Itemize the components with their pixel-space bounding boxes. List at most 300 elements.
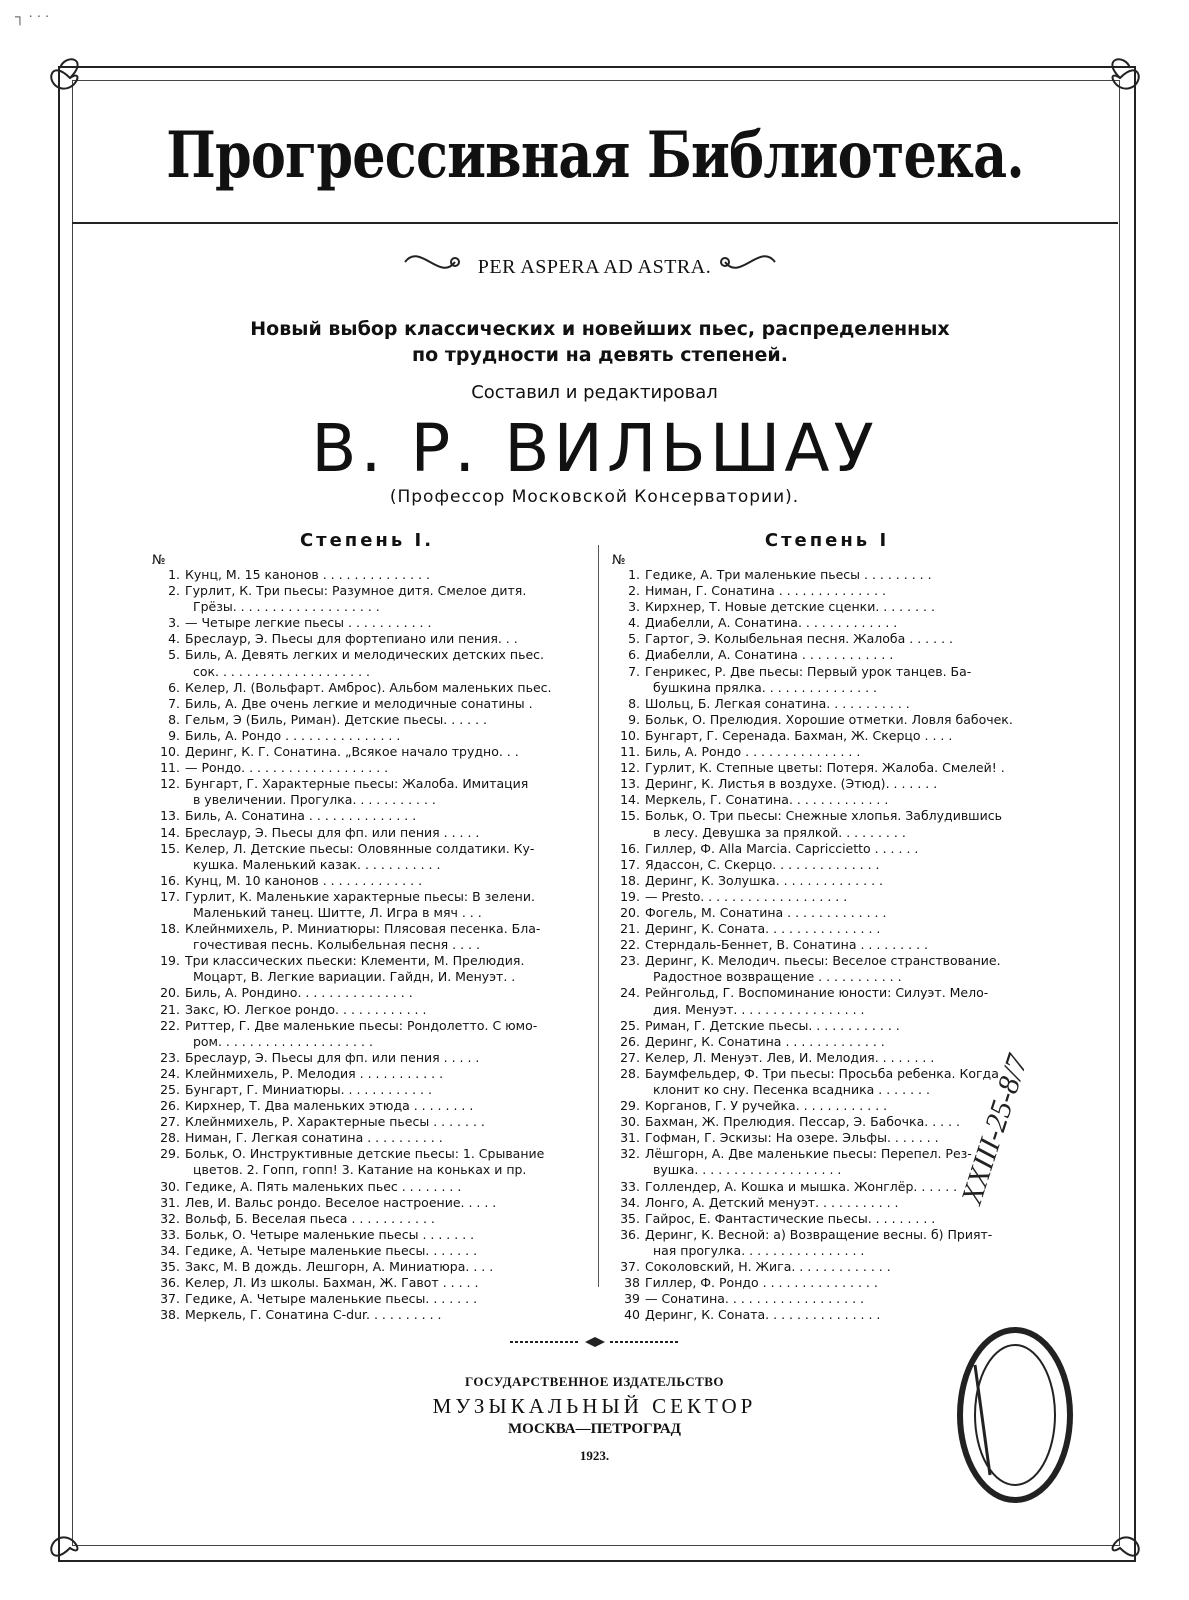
list-item <box>152 1291 582 1307</box>
entry-text: Бунгарт, Г. Миниатюры. . . . . . . . . . . . <box>185 1082 432 1097</box>
number-sign: № <box>612 553 626 568</box>
entry-number <box>152 905 185 921</box>
entry-number: 29. <box>160 1146 180 1162</box>
list-item <box>612 1098 1042 1114</box>
entry-text: Деринг, К. Г. Сонатина. „Всякое начало трудно. . . <box>185 744 519 760</box>
entry-text: Меркель, Г. Сонатина C-dur. . . . . . . . . . <box>185 1307 442 1323</box>
entry-number <box>152 937 185 953</box>
list-item <box>152 889 582 905</box>
entry-number: 20. <box>620 904 640 920</box>
list-item <box>152 664 582 680</box>
entry-text: в увеличении. Прогулка. . . . . . . . . . . <box>185 792 436 808</box>
list-item <box>152 776 582 792</box>
entry-text: Баумфельдер, Ф. Три пьесы: Просьба ребенка. Когда <box>645 1065 999 1081</box>
entry-number: 29. <box>620 1098 640 1114</box>
list-item <box>152 760 582 776</box>
entry-text: Фогель, М. Сонатина . . . . . . . . . . . . . <box>645 904 887 920</box>
entry-number: 5. <box>168 647 180 663</box>
entry-number: 23. <box>620 953 640 969</box>
list-item <box>152 1050 582 1066</box>
corner-ornament-icon <box>1090 1518 1150 1578</box>
entry-text: Биль, А. Рондо . . . . . . . . . . . . . . . <box>645 744 861 760</box>
entry-number: 5. <box>628 631 640 647</box>
list-item <box>152 1227 582 1243</box>
entry-text: Биль, А. Рондино. . . . . . . . . . . . . . . <box>185 985 413 1001</box>
entry-text: Генрикес, Р. Две пьесы: Первый урок танцев. Ба- <box>645 663 972 679</box>
entry-text: гочестивая песнь. Колыбельная песня . . . . <box>185 937 480 953</box>
entry-text: Гиллер, Ф. Alla Marcia. Capriccietto . . . . . . <box>645 840 919 856</box>
entry-number: 7. <box>628 663 640 679</box>
entry-text: Соколовский, Н. Жига. . . . . . . . . . . . . <box>645 1259 891 1275</box>
entry-number: 21. <box>160 1001 180 1017</box>
list-item <box>152 985 582 1001</box>
entry-number: 31. <box>160 1194 180 1210</box>
list-item <box>152 1243 582 1259</box>
list-item <box>612 857 1042 873</box>
entry-text: Гурлит, К. Степные цветы: Потеря. Жалоба. Смелей! . <box>645 760 1005 776</box>
entry-number: 37. <box>620 1259 640 1275</box>
entry-text: Закс, Ю. Легкое рондо. . . . . . . . . . . . <box>185 1001 427 1017</box>
list-item <box>612 1082 1042 1098</box>
entry-text: Гельм, Э (Биль, Риман). Детские пьесы. . . . . . <box>185 711 488 727</box>
entry-text: Деринг, К. Сонатина . . . . . . . . . . . . . <box>645 1033 885 1049</box>
entry-text: Бахман, Ж. Прелюдия. Пессар, Э. Бабочка. . . . . <box>645 1114 961 1130</box>
publisher-sector: МУЗЫКАЛЬНЫЙ СЕКТОР <box>432 1394 757 1418</box>
entry-number: 27. <box>160 1114 180 1130</box>
entry-number: 28. <box>160 1130 180 1146</box>
entry-text: Больк, О. Прелюдия. Хорошие отметки. Ловля бабочек. <box>645 711 1013 727</box>
entry-text: Риман, Г. Детские пьесы. . . . . . . . . . . . <box>645 1017 900 1033</box>
entry-text: Рейнгольд, Г. Воспоминание юности: Силуэт. Мело- <box>645 985 989 1001</box>
entry-text: Биль, А. Две очень легкие и мелодичные сонатины . <box>185 695 533 711</box>
entry-text: Больк, О. Три пьесы: Снежные хлопья. Заблудившись <box>645 808 1002 824</box>
entry-number: 36. <box>620 1226 640 1242</box>
entry-text: Бунгарт, Г. Характерные пьесы: Жалоба. Имитация <box>185 776 529 792</box>
entry-text: Деринг, К. Листья в воздухе. (Этюд). . . . . . . <box>645 776 938 792</box>
list-item <box>612 953 1042 969</box>
entry-text: Диабелли, А. Сонатина. . . . . . . . . . . . . <box>645 615 898 631</box>
entry-number <box>152 969 185 985</box>
entry-number: 32. <box>160 1210 180 1226</box>
entry-text: Кунц, М. 15 канонов . . . . . . . . . . . . . . <box>185 567 430 582</box>
list-item <box>612 873 1042 889</box>
entry-text: Ниман, Г. Сонатина . . . . . . . . . . . . . . <box>645 583 887 599</box>
list-item <box>612 1034 1042 1050</box>
library-stamp-icon <box>935 1305 1085 1505</box>
entry-number: 14. <box>620 792 640 808</box>
entry-text: в лесу. Девушка за прялкой. . . . . . . . . <box>645 824 906 840</box>
entry-text: Корганов, Г. У ручейка. . . . . . . . . . . . <box>645 1098 888 1114</box>
column-heading: Степень I. <box>299 530 435 551</box>
corner-ornament-icon <box>1090 48 1150 108</box>
entry-number: 19. <box>160 953 180 969</box>
left-column <box>152 530 582 1323</box>
list-item <box>152 873 582 889</box>
entry-number: 38 <box>624 1275 640 1291</box>
entry-number: 3. <box>628 599 640 615</box>
entry-number: 33. <box>620 1178 640 1194</box>
entry-text: вушка. . . . . . . . . . . . . . . . . . . <box>645 1162 842 1178</box>
entry-text: Деринг, К. Мелодич. пьесы: Веселое странствование. <box>645 953 1001 969</box>
entry-number: 10. <box>160 744 180 760</box>
footer-ornament-icon <box>510 1337 680 1347</box>
list-item <box>612 680 1042 696</box>
list-item <box>152 567 582 583</box>
handwritten-inventory-note: ХХIII-25-8/7 <box>955 1050 1035 1209</box>
entry-number: 3. <box>168 615 180 631</box>
entry-number: 7. <box>168 695 180 711</box>
entry-number: 9. <box>628 711 640 727</box>
list-item <box>152 615 582 631</box>
list-item <box>612 1275 1042 1291</box>
list-item <box>612 1211 1042 1227</box>
column-divider <box>598 545 599 1287</box>
list-item <box>152 1259 582 1275</box>
entry-text: Деринг, К. Соната. . . . . . . . . . . . . . . <box>645 921 881 937</box>
entry-text: кушка. Маленький казак. . . . . . . . . . . <box>185 856 441 872</box>
list-item <box>612 889 1042 905</box>
list-item <box>152 1002 582 1018</box>
list-item <box>612 1243 1042 1259</box>
subtitle-line: Новый выбор классических и новейших пьес, распределенных <box>250 318 950 340</box>
list-item <box>612 808 1042 824</box>
list-item <box>152 647 582 663</box>
list-item <box>612 760 1042 776</box>
list-item <box>612 1018 1042 1034</box>
list-item <box>152 728 582 744</box>
entry-text: Бунгарт, Г. Серенада. Бахман, Ж. Скерцо . . . . <box>645 727 953 743</box>
entry-number <box>612 1162 645 1178</box>
entry-number: 28. <box>620 1065 640 1081</box>
entry-number <box>612 969 645 985</box>
entry-text: Диабелли, А. Сонатина . . . . . . . . . . . . <box>645 647 894 663</box>
list-item <box>612 825 1042 841</box>
list-item <box>152 631 582 647</box>
author-note: (Профессор Московской Консерватории). <box>389 487 800 507</box>
entry-number <box>152 1034 185 1050</box>
entry-number: 30. <box>160 1178 180 1194</box>
entry-text: Клейнмихель, Р. Характерные пьесы . . . . . . . <box>185 1114 485 1130</box>
entry-text: Биль, А. Сонатина . . . . . . . . . . . . . . <box>185 808 417 824</box>
entry-text: Биль, А. Рондо . . . . . . . . . . . . . . . <box>185 727 401 743</box>
list-item <box>612 744 1042 760</box>
entry-number: 13. <box>620 776 640 792</box>
entry-number: 2. <box>628 583 640 599</box>
entry-text: Бреслаур, Э. Пьесы для фортепиано или пения. . . <box>185 631 518 647</box>
entry-text: Деринг, К. Золушка. . . . . . . . . . . . . . <box>645 872 884 888</box>
publisher-city: МОСКВА—ПЕТРОГРАД <box>508 1421 681 1437</box>
entry-text: Гедике, А. Четыре маленькие пьесы. . . . . . . <box>185 1242 478 1258</box>
entry-text: Моцарт, В. Легкие вариации. Гайдн, И. Менуэт. . <box>185 969 516 985</box>
entry-text: Гедике, А. Три маленькие пьесы . . . . . . . . . <box>645 567 932 582</box>
list-item <box>612 937 1042 953</box>
entry-number: 25. <box>160 1082 180 1097</box>
list-item <box>612 1227 1042 1243</box>
entry-number: 20. <box>160 985 180 1001</box>
entry-number: 4. <box>628 615 640 631</box>
list-item <box>152 1066 582 1082</box>
entry-number: 26. <box>620 1033 640 1049</box>
entry-text: Кунц, М. 10 канонов . . . . . . . . . . . . . <box>185 872 423 888</box>
entry-text: клонит ко сну. Песенка всадника . . . . . . . <box>645 1082 930 1097</box>
corner-ornament-icon <box>40 1518 100 1578</box>
entry-text: Бреслаур, Э. Пьесы для фп. или пения . . . . . <box>185 824 480 840</box>
list-item <box>152 599 582 615</box>
list-item <box>152 841 582 857</box>
subtitle <box>200 316 1000 368</box>
list-item <box>152 680 582 696</box>
list-item <box>152 1082 582 1098</box>
entry-text: Вольф, Б. Веселая пьеса . . . . . . . . . . . <box>185 1210 435 1226</box>
entry-number: 2. <box>168 583 180 599</box>
list-item <box>612 647 1042 663</box>
list-item <box>152 808 582 824</box>
list-item <box>612 599 1042 615</box>
entry-number: 19. <box>620 888 640 904</box>
entry-text: сок. . . . . . . . . . . . . . . . . . . . <box>185 663 370 679</box>
list-item <box>152 744 582 760</box>
list-item <box>152 937 582 953</box>
entry-text: Гедике, А. Четыре маленькие пьесы. . . . . . . <box>185 1291 478 1307</box>
list-item <box>152 712 582 728</box>
entry-text: Кирхнер, Т. Новые детские сценки. . . . . . . . <box>645 599 935 615</box>
list-item <box>612 712 1042 728</box>
entry-number: 30. <box>620 1114 640 1130</box>
entry-number <box>152 1162 185 1178</box>
entry-text: — Рондо. . . . . . . . . . . . . . . . . . . <box>185 760 389 776</box>
entry-number: 17. <box>160 888 180 904</box>
list-item <box>612 631 1042 647</box>
entry-number: 8. <box>628 695 640 711</box>
entry-number: 25. <box>620 1017 640 1033</box>
entry-number <box>152 664 185 680</box>
entry-number: 26. <box>160 1098 180 1114</box>
list-item <box>612 1050 1042 1066</box>
entry-text: дия. Менуэт. . . . . . . . . . . . . . . . . <box>645 1001 865 1017</box>
entry-text: Келер, Л. Менуэт. Лев, И. Мелодия. . . . . . . . <box>645 1049 935 1065</box>
entry-number: 15. <box>620 808 640 824</box>
list-item <box>152 1130 582 1146</box>
list-item <box>152 696 582 712</box>
entry-text: Меркель, Г. Сонатина. . . . . . . . . . . . . <box>645 792 889 808</box>
entry-number: 34. <box>620 1194 640 1210</box>
page-title: Прогрессивная Библиотека. <box>166 118 1024 193</box>
list-item <box>612 728 1042 744</box>
entry-number <box>612 1243 645 1259</box>
entry-text: — Четыре легкие пьесы . . . . . . . . . . . <box>185 615 432 631</box>
list-item <box>152 1179 582 1195</box>
entry-text: цветов. 2. Гопп, гопп! 3. Катание на коньках и пр. <box>185 1162 527 1178</box>
list-item <box>152 792 582 808</box>
entry-number: 40 <box>624 1307 640 1323</box>
entry-text: Гайрос, Е. Фантастические пьесы. . . . . . . . . <box>645 1210 936 1226</box>
entry-text: Шольц, Б. Легкая сонатина. . . . . . . . . . . <box>645 695 910 711</box>
entry-number <box>612 1082 645 1098</box>
list-item <box>612 583 1042 599</box>
list-item <box>152 953 582 969</box>
entry-number: 17. <box>620 856 640 872</box>
entry-number: 35. <box>160 1259 180 1275</box>
entry-text: Лев, И. Вальс рондо. Веселое настроение. . . . . <box>185 1194 497 1210</box>
entry-number: 12. <box>160 776 180 792</box>
entry-text: ром. . . . . . . . . . . . . . . . . . . . <box>185 1033 373 1049</box>
entry-text: Гофман, Г. Эскизы: На озере. Эльфы. . . . . . . <box>645 1130 939 1146</box>
entry-number: 11. <box>620 744 640 760</box>
entry-number: 9. <box>168 727 180 743</box>
entry-number: 8. <box>168 711 180 727</box>
list-item <box>612 664 1042 680</box>
list-item <box>152 1034 582 1050</box>
author-name: В. Р. ВИЛЬШАУ <box>311 410 878 487</box>
entry-number <box>152 792 185 808</box>
entry-number <box>612 825 645 841</box>
entry-number <box>612 1002 645 1018</box>
entry-text: Келер, Л. Детские пьесы: Оловянные солдатики. Ку- <box>185 840 535 856</box>
list-item <box>152 1211 582 1227</box>
entry-text: Келер, Л. (Вольфарт. Амброс). Альбом маленьких пьес. <box>185 679 552 695</box>
entry-number: 34. <box>160 1242 180 1258</box>
entry-text: Больк, О. Инструктивные детские пьесы: 1. Срывание <box>185 1146 545 1162</box>
entry-text: Келер, Л. Из школы. Бахман, Ж. Гавот . . . . . <box>185 1275 479 1291</box>
list-item <box>152 583 582 599</box>
entry-number: 15. <box>160 840 180 856</box>
entry-text: Больк, О. Четыре маленькие пьесы . . . . . . . <box>185 1226 475 1242</box>
list-item <box>152 1098 582 1114</box>
column-heading: Степень I <box>764 530 890 551</box>
entry-number <box>612 680 645 696</box>
list-item <box>612 985 1042 1001</box>
entry-text: бушкина прялка. . . . . . . . . . . . . . . <box>645 679 878 695</box>
entry-number: 24. <box>160 1065 180 1081</box>
list-item <box>612 567 1042 583</box>
entry-number: 36. <box>160 1275 180 1291</box>
entry-list <box>152 567 582 1323</box>
list-item <box>612 1002 1042 1018</box>
entry-text: Радостное возвращение . . . . . . . . . . . <box>645 969 902 985</box>
motto: PER ASPERA AD ASTRA. <box>477 256 712 278</box>
entry-text: Клейнмихель, Р. Миниатюры: Плясовая песенка. Бла- <box>185 921 541 937</box>
entry-number: 1. <box>168 567 180 582</box>
entry-number: 23. <box>160 1049 180 1065</box>
margin-marks: ┐ · · · <box>15 10 50 25</box>
entry-text: Гартог, Э. Колыбельная песня. Жалоба . . . . . . <box>645 631 953 647</box>
entry-number: 11. <box>160 760 180 776</box>
entry-number: 33. <box>160 1226 180 1242</box>
list-item <box>152 921 582 937</box>
entry-number <box>152 857 185 873</box>
entry-number: 4. <box>168 631 180 647</box>
list-item <box>152 1146 582 1162</box>
entry-number: 22. <box>620 937 640 953</box>
entry-number: 24. <box>620 985 640 1001</box>
entry-text: Клейнмихель, Р. Мелодия . . . . . . . . . . . <box>185 1065 444 1081</box>
number-sign: № <box>152 553 166 568</box>
list-item <box>612 1259 1042 1275</box>
entry-text: Гедике, А. Пять маленьких пьес . . . . . . . . <box>185 1178 462 1194</box>
publication-year: 1923. <box>579 1448 610 1463</box>
entry-number: 6. <box>628 647 640 663</box>
entry-number: 6. <box>168 679 180 695</box>
entry-number: 38. <box>160 1307 180 1323</box>
entry-number: 13. <box>160 808 180 824</box>
entry-text: Ниман, Г. Легкая сонатина . . . . . . . . . . <box>185 1130 443 1146</box>
entry-text: Риттер, Г. Две маленькие пьесы: Рондолетто. С юмо- <box>185 1017 538 1033</box>
entry-list <box>612 567 1042 1323</box>
list-item <box>612 905 1042 921</box>
entry-number: 37. <box>160 1291 180 1307</box>
entry-text: Грёзы. . . . . . . . . . . . . . . . . . . <box>185 599 380 615</box>
list-item <box>612 776 1042 792</box>
entry-number: 18. <box>160 921 180 937</box>
entry-number <box>152 599 185 615</box>
entry-text: Три классических пьески: Клементи, М. Прелюдия. <box>185 953 525 969</box>
list-item <box>612 696 1042 712</box>
entry-text: Ядассон, С. Скерцо. . . . . . . . . . . . . . <box>645 856 880 872</box>
entry-text: Гурлит, К. Маленькие характерные пьесы: В зелени. <box>185 888 535 904</box>
entry-text: Деринг, К. Весной: а) Возвращение весны. б) Прият- <box>645 1226 993 1242</box>
entry-number: 21. <box>620 921 640 937</box>
list-item <box>152 905 582 921</box>
entry-text: Голлендер, А. Кошка и мышка. Жонглёр. . . . . . <box>645 1178 958 1194</box>
entry-number: 10. <box>620 727 640 743</box>
list-item <box>612 969 1042 985</box>
publisher-line: ГОСУДАРСТВЕННОЕ ИЗДАТЕЛЬСТВО <box>464 1374 725 1389</box>
entry-text: Биль, А. Девять легких и мелодических детских пьес. <box>185 647 544 663</box>
entry-number: 16. <box>620 840 640 856</box>
entry-text: Бреслаур, Э. Пьесы для фп. или пения . . . . . <box>185 1049 480 1065</box>
entry-number: 35. <box>620 1210 640 1226</box>
list-item <box>152 969 582 985</box>
entry-text: Лонго, А. Детский менуэт. . . . . . . . . . . <box>645 1194 899 1210</box>
entry-number: 18. <box>620 872 640 888</box>
corner-ornament-icon <box>40 48 100 108</box>
list-item <box>612 615 1042 631</box>
entry-number: 16. <box>160 872 180 888</box>
subtitle-line: по трудности на девять степеней. <box>412 344 788 366</box>
list-item <box>152 1162 582 1178</box>
entry-number: 32. <box>620 1146 640 1162</box>
entry-text: Кирхнер, Т. Два маленьких этюда . . . . . . . . <box>185 1098 474 1114</box>
list-item <box>612 921 1042 937</box>
entry-number: 27. <box>620 1049 640 1065</box>
compiler-label: Составил и редактировал <box>471 382 718 403</box>
list-item <box>152 1114 582 1130</box>
list-item <box>612 1066 1042 1082</box>
entry-text: Гурлит, К. Три пьесы: Разумное дитя. Смелое дитя. <box>185 583 527 599</box>
entry-number: 31. <box>620 1130 640 1146</box>
entry-text: Деринг, К. Соната. . . . . . . . . . . . . . . <box>645 1307 881 1323</box>
entry-text: — Сонатина. . . . . . . . . . . . . . . . . . <box>645 1291 864 1307</box>
entry-number: 22. <box>160 1017 180 1033</box>
entry-text: Лёшгорн, А. Две маленькие пьесы: Перепел. Рез- <box>645 1146 972 1162</box>
entry-number: 14. <box>160 824 180 840</box>
entry-number: 12. <box>620 760 640 776</box>
list-item <box>612 841 1042 857</box>
list-item <box>612 792 1042 808</box>
entry-text: — Presto. . . . . . . . . . . . . . . . . . . <box>645 888 848 904</box>
entry-text: Закс, М. В дождь. Лешгорн, А. Миниатюра. . . . <box>185 1259 494 1275</box>
entry-number: 1. <box>628 567 640 582</box>
list-item <box>152 825 582 841</box>
entry-text: Маленький танец. Шитте, Л. Игра в мяч . . . <box>185 904 482 920</box>
list-item <box>152 1275 582 1291</box>
title-divider <box>72 222 1118 224</box>
entry-text: Гиллер, Ф. Рондо . . . . . . . . . . . . . . . <box>645 1275 878 1291</box>
entry-text: Стерндаль-Беннет, В. Сонатина . . . . . . . . . <box>645 937 928 953</box>
entry-number: 39 <box>624 1291 640 1307</box>
list-item <box>152 857 582 873</box>
list-item <box>152 1195 582 1211</box>
